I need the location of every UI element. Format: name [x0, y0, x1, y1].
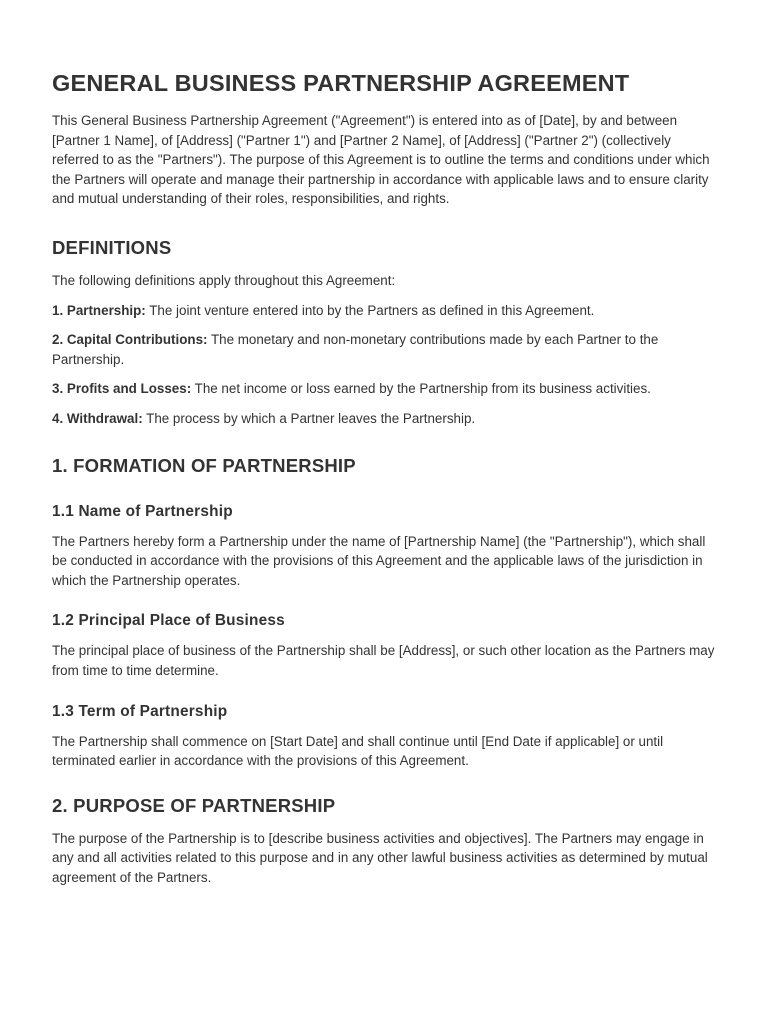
definition-text: The monetary and non-monetary contributions made by each Partner to the Partnership. [52, 332, 659, 367]
definition-term: 1. Partnership: [52, 302, 146, 318]
subsection-1-3-heading: 1.3 Term of Partnership [52, 702, 228, 720]
section-2-heading: 2. PURPOSE OF PARTNERSHIP [52, 794, 336, 816]
definition-term: 3. Profits and Losses: [52, 381, 192, 397]
subsection-1-1-text: The Partners hereby form a Partnership under the name of [Partnership Name] (the "Partnership"), which shall be conducted in accordance with the provisions of this Agreement and the applicable laws of the jurisdiction in which the Partnership operates. [52, 533, 706, 588]
subsection-1-3-text: The Partnership shall commence on [Start Date] and shall continue until [End Date if applicable] or until terminated earlier in accordance with the provisions of this Agreement. [52, 733, 664, 769]
definition-text: The joint venture entered into by the Partners as defined in this Agreement. [145, 302, 595, 318]
definition-term: 4. Withdrawal: [52, 410, 143, 426]
definition-text: The process by which a Partner leaves the Partnership. [142, 410, 476, 426]
section-1-heading: 1. FORMATION OF PARTNERSHIP [52, 454, 356, 476]
definition-item [52, 379, 720, 399]
intro-paragraph: This General Business Partnership Agreement ("Agreement") is entered into as of [Date], by and between [Partner 1 Name], of [Address] ("Partner 1") and [Partner 2 Name], of [Address] ("Partner 2") (collectively referred to as the "Partners"). The purpose of this Agreement is to outline the terms and conditions under which the Partners will operate and manage their partnership in accordance with applicable laws and to ensure clarity and mutual understanding of their roles, responsibilities, and rights. [52, 113, 710, 207]
definition-text: The net income or loss earned by the Partnership from its business activities. [191, 381, 651, 397]
subsection-1-2-text: The principal place of business of the Partnership shall be [Address], or such other location as the Partners may from time to time determine. [52, 643, 715, 678]
definitions-heading: DEFINITIONS [52, 236, 172, 258]
document-title: GENERAL BUSINESS PARTNERSHIP AGREEMENT [52, 70, 630, 96]
subsection-1-1-heading: 1.1 Name of Partnership [52, 502, 233, 520]
definitions-intro: The following definitions apply throughout this Agreement: [52, 272, 396, 288]
definition-item [52, 409, 720, 429]
definition-item [52, 301, 720, 321]
subsection-1-2-heading: 1.2 Principal Place of Business [52, 612, 285, 630]
definition-term: 2. Capital Contributions: [52, 332, 208, 348]
section-2-text: The purpose of the Partnership is to [describe business activities and objectives]. The Partners may engage in any and all activities related to this purpose and in any other lawful business activities as determined by mutual agreement of the Partners. [52, 830, 708, 885]
definition-item [52, 330, 720, 369]
